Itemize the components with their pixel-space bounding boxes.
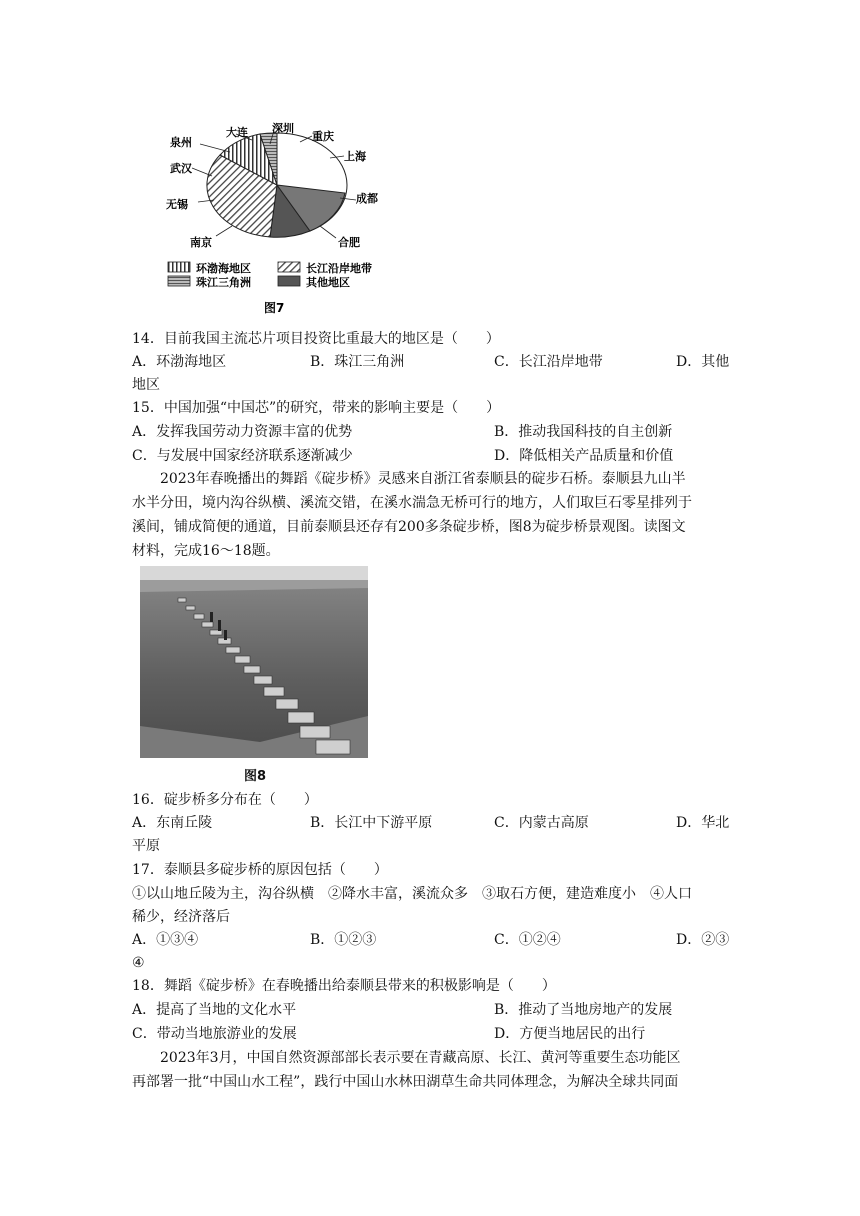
label-quanzhou: 泉州 <box>170 136 192 149</box>
q17-stem: 17．泰顺县多碇步桥的原因包括（ ） <box>132 862 388 878</box>
legend-bohai: 环渤海地区 <box>196 262 251 275</box>
q17-option-a: A．①③④ <box>132 932 199 948</box>
q14-option-d-wrap: 地区 <box>132 377 160 393</box>
passage1-line3: 溪间，铺成简便的通道，目前泰顺县还存有200多条碇步桥，图8为碇步桥景观图。读图文 <box>132 519 686 535</box>
passage1-line2: 水半分田，境内沟谷纵横、溪流交错，在溪水湍急无桥可行的地方，人们取巨石零星排列于 <box>132 495 692 511</box>
passage2-line2: 再部署一批“中国山水工程”，践行中国山水林田湖草生命共同体理念，为解决全球共同面 <box>132 1074 679 1090</box>
q15-option-c: C．与发展中国家经济联系逐渐减少 <box>132 448 353 464</box>
figure8-bridge-photo <box>140 566 368 758</box>
legend-yangtze: 长江沿岸地带 <box>306 262 372 275</box>
q14-option-c: C．长江沿岸地带 <box>494 354 603 370</box>
q16-option-a: A．东南丘陵 <box>132 815 213 831</box>
figure8-caption: 图8 <box>244 769 267 784</box>
label-chengdu: 成都 <box>356 192 378 205</box>
q16-option-d-wrap: 平原 <box>132 838 160 854</box>
q17-option-d-wrap: ④ <box>132 955 145 971</box>
q17-statements-line2: 稀少，经济落后 <box>132 909 230 925</box>
q18-option-b: B．推动了当地房地产的发展 <box>494 1002 673 1018</box>
label-hefei: 合肥 <box>338 236 360 249</box>
q16-stem: 16．碇步桥多分布在（ ） <box>132 792 318 808</box>
q14-stem: 14．目前我国主流芯片项目投资比重最大的地区是（ ） <box>132 331 500 347</box>
q17-option-d: D．②③ <box>676 932 730 948</box>
q14-option-b: B．珠江三角洲 <box>310 354 405 370</box>
q15-option-a: A．发挥我国劳动力资源丰富的优势 <box>132 424 353 440</box>
label-shenzhen: 深圳 <box>272 122 294 135</box>
q15-stem: 15．中国加强“中国芯”的研究，带来的影响主要是（ ） <box>132 400 501 416</box>
q18-option-a: A．提高了当地的文化水平 <box>132 1002 297 1018</box>
q16-option-b: B．长江中下游平原 <box>310 815 433 831</box>
legend-pearl-river: 珠江三角洲 <box>196 276 251 289</box>
label-chongqing: 重庆 <box>312 130 334 143</box>
q16-option-c: C．内蒙古高原 <box>494 815 589 831</box>
q17-statements-line1: ①以山地丘陵为主，沟谷纵横 ②降水丰富，溪流众多 ③取石方便，建造难度小 ④人口 <box>132 886 692 902</box>
q16-option-d: D．华北 <box>676 815 730 831</box>
legend-other: 其他地区 <box>306 276 350 289</box>
passage1-line1: 2023年春晚播出的舞蹈《碇步桥》灵感来自浙江省泰顺县的碇步石桥。泰顺县九山半 <box>132 471 686 487</box>
passage1-line4: 材料，完成16～18题。 <box>132 543 280 559</box>
label-shanghai: 上海 <box>344 150 366 163</box>
q18-option-d: D．方便当地居民的出行 <box>494 1026 646 1042</box>
q15-option-d: D．降低相关产品质量和价值 <box>494 448 674 464</box>
q14-option-d: D．其他 <box>676 354 730 370</box>
label-nanjing: 南京 <box>190 236 212 249</box>
q17-option-c: C．①②④ <box>494 932 561 948</box>
figure7-caption: 图7 <box>264 301 285 315</box>
pie-slices <box>207 133 347 237</box>
q18-option-c: C．带动当地旅游业的发展 <box>132 1026 297 1042</box>
q14-option-a: A．环渤海地区 <box>132 354 227 370</box>
figure7-legend <box>168 261 372 289</box>
passage2-line1: 2023年3月，中国自然资源部部长表示要在青藏高原、长江、黄河等重要生态功能区 <box>132 1050 681 1066</box>
label-wuxi: 无锡 <box>166 198 188 211</box>
q17-option-b: B．①②③ <box>310 932 377 948</box>
figure7-pie-chart <box>160 118 400 323</box>
q15-option-b: B．推动我国科技的自主创新 <box>494 424 673 440</box>
q18-stem: 18．舞蹈《碇步桥》在春晚播出给泰顺县带来的积极影响是（ ） <box>132 978 556 994</box>
label-dalian: 大连 <box>226 126 248 139</box>
label-wuhan: 武汉 <box>170 162 192 175</box>
